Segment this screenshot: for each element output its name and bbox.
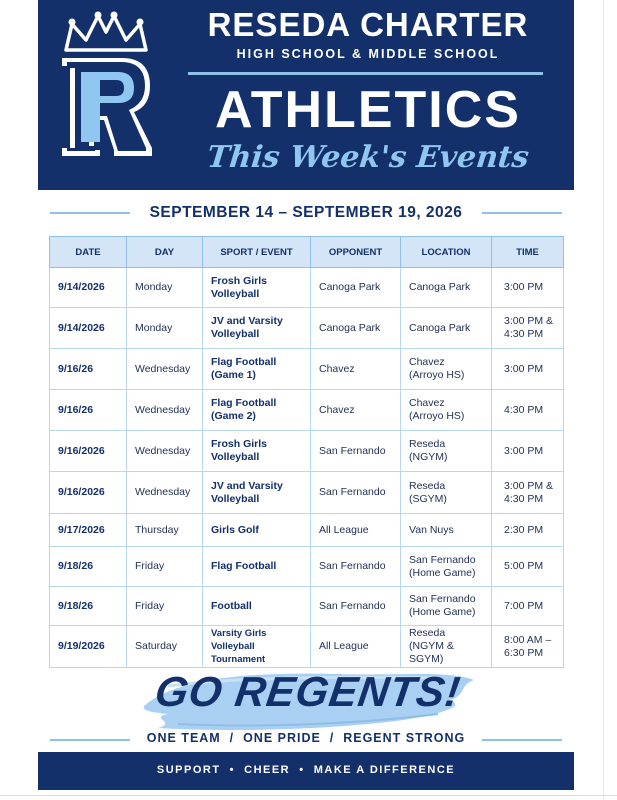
column-header-day: DAY	[127, 237, 203, 268]
cell-sport: Flag Football	[203, 547, 311, 587]
events-subtitle: This Week's Events	[205, 140, 531, 175]
table-row	[50, 349, 564, 390]
table-header-row	[50, 237, 564, 268]
cell-time: 3:00 PM	[492, 349, 564, 390]
cell-sport: Flag Football (Game 2)	[203, 390, 311, 431]
cell-sport: JV and Varsity Volleyball	[203, 472, 311, 514]
cell-opponent: San Fernando	[311, 547, 401, 587]
table-row	[50, 390, 564, 431]
cell-date: 9/19/2026	[50, 626, 127, 668]
column-header-location: LOCATION	[401, 237, 492, 268]
cell-opponent: All League	[311, 514, 401, 547]
cell-time: 3:00 PM	[492, 268, 564, 308]
cell-sport: Girls Golf	[203, 514, 311, 547]
cell-location: Reseda (SGYM)	[401, 472, 492, 514]
header-divider	[188, 72, 543, 75]
cell-location: Canoga Park	[401, 308, 492, 349]
table-row	[50, 268, 564, 308]
cell-day: Monday	[127, 268, 203, 308]
cell-day: Friday	[127, 587, 203, 626]
header-banner	[38, 0, 574, 190]
cell-day: Wednesday	[127, 431, 203, 472]
cell-opponent: San Fernando	[311, 431, 401, 472]
cell-date: 9/16/26	[50, 349, 127, 390]
cell-sport: Varsity Girls Volleyball Tournament	[203, 626, 311, 668]
cell-date: 9/14/2026	[50, 268, 127, 308]
cell-time: 2:30 PM	[492, 514, 564, 547]
cell-opponent: San Fernando	[311, 587, 401, 626]
table-row	[50, 547, 564, 587]
cell-day: Wednesday	[127, 472, 203, 514]
cell-time: 3:00 PM & 4:30 PM	[492, 308, 564, 349]
cell-time: 4:30 PM	[492, 390, 564, 431]
cell-day: Thursday	[127, 514, 203, 547]
cell-date: 9/16/2026	[50, 431, 127, 472]
cell-sport: Flag Football (Game 1)	[203, 349, 311, 390]
date-range-text: SEPTEMBER 14 – SEPTEMBER 19, 2026	[142, 204, 471, 221]
cell-opponent: Canoga Park	[311, 308, 401, 349]
cell-sport: Football	[203, 587, 311, 626]
cell-location: San Fernando (Home Game)	[401, 587, 492, 626]
footer-banner	[38, 752, 574, 790]
cell-date: 9/18/26	[50, 547, 127, 587]
cell-opponent: All League	[311, 626, 401, 668]
slogan: GO REGENTS!	[152, 668, 464, 715]
page-edge	[603, 0, 604, 800]
table-row	[50, 626, 564, 668]
cell-sport: Frosh Girls Volleyball	[203, 268, 311, 308]
cell-time: 8:00 AM – 6:30 PM	[492, 626, 564, 668]
school-subtitle: HIGH SCHOOL & MIDDLE SCHOOL	[236, 47, 500, 61]
cell-time: 5:00 PM	[492, 547, 564, 587]
cell-location: Van Nuys	[401, 514, 492, 547]
cell-opponent: Chavez	[311, 349, 401, 390]
column-header-opponent: OPPONENT	[311, 237, 401, 268]
cell-day: Friday	[127, 547, 203, 587]
column-header-sport: SPORT / EVENT	[203, 237, 311, 268]
table-row	[50, 431, 564, 472]
cell-day: Monday	[127, 308, 203, 349]
school-name: RESEDA CHARTER	[207, 6, 529, 43]
cell-date: 9/16/26	[50, 390, 127, 431]
cell-location: Canoga Park	[401, 268, 492, 308]
cell-date: 9/18/26	[50, 587, 127, 626]
motto: ONE TEAM / ONE PRIDE / REGENT STRONG	[146, 731, 466, 745]
cell-time: 7:00 PM	[492, 587, 564, 626]
column-header-date: DATE	[50, 237, 127, 268]
cell-opponent: Chavez	[311, 390, 401, 431]
cell-location: Chavez (Arroyo HS)	[401, 349, 492, 390]
cell-date: 9/17/2026	[50, 514, 127, 547]
cell-opponent: Canoga Park	[311, 268, 401, 308]
table-row	[50, 587, 564, 626]
cell-time: 3:00 PM & 4:30 PM	[492, 472, 564, 514]
r-shield-logo-icon	[58, 10, 154, 158]
cell-location: Chavez (Arroyo HS)	[401, 390, 492, 431]
cell-day: Wednesday	[127, 390, 203, 431]
cell-date: 9/16/2026	[50, 472, 127, 514]
cell-location: Reseda (NGYM)	[401, 431, 492, 472]
cell-location: Reseda (NGYM & SGYM)	[401, 626, 492, 668]
footer-text: SUPPORT • CHEER • MAKE A DIFFERENCE	[156, 764, 456, 776]
cell-time: 3:00 PM	[492, 431, 564, 472]
page-edge-bottom	[0, 795, 617, 796]
cell-opponent: San Fernando	[311, 472, 401, 514]
date-range	[38, 204, 574, 222]
page-title: ATHLETICS	[215, 81, 521, 139]
column-header-time: TIME	[492, 237, 564, 268]
cell-sport: Frosh Girls Volleyball	[203, 431, 311, 472]
cell-date: 9/14/2026	[50, 308, 127, 349]
schedule-table	[49, 236, 564, 668]
table-row	[50, 472, 564, 514]
cell-day: Saturday	[127, 626, 203, 668]
cell-day: Wednesday	[127, 349, 203, 390]
table-row	[50, 308, 564, 349]
cell-sport: JV and Varsity Volleyball	[203, 308, 311, 349]
cell-location: San Fernando (Home Game)	[401, 547, 492, 587]
crown-icon	[66, 12, 146, 51]
table-row	[50, 514, 564, 547]
